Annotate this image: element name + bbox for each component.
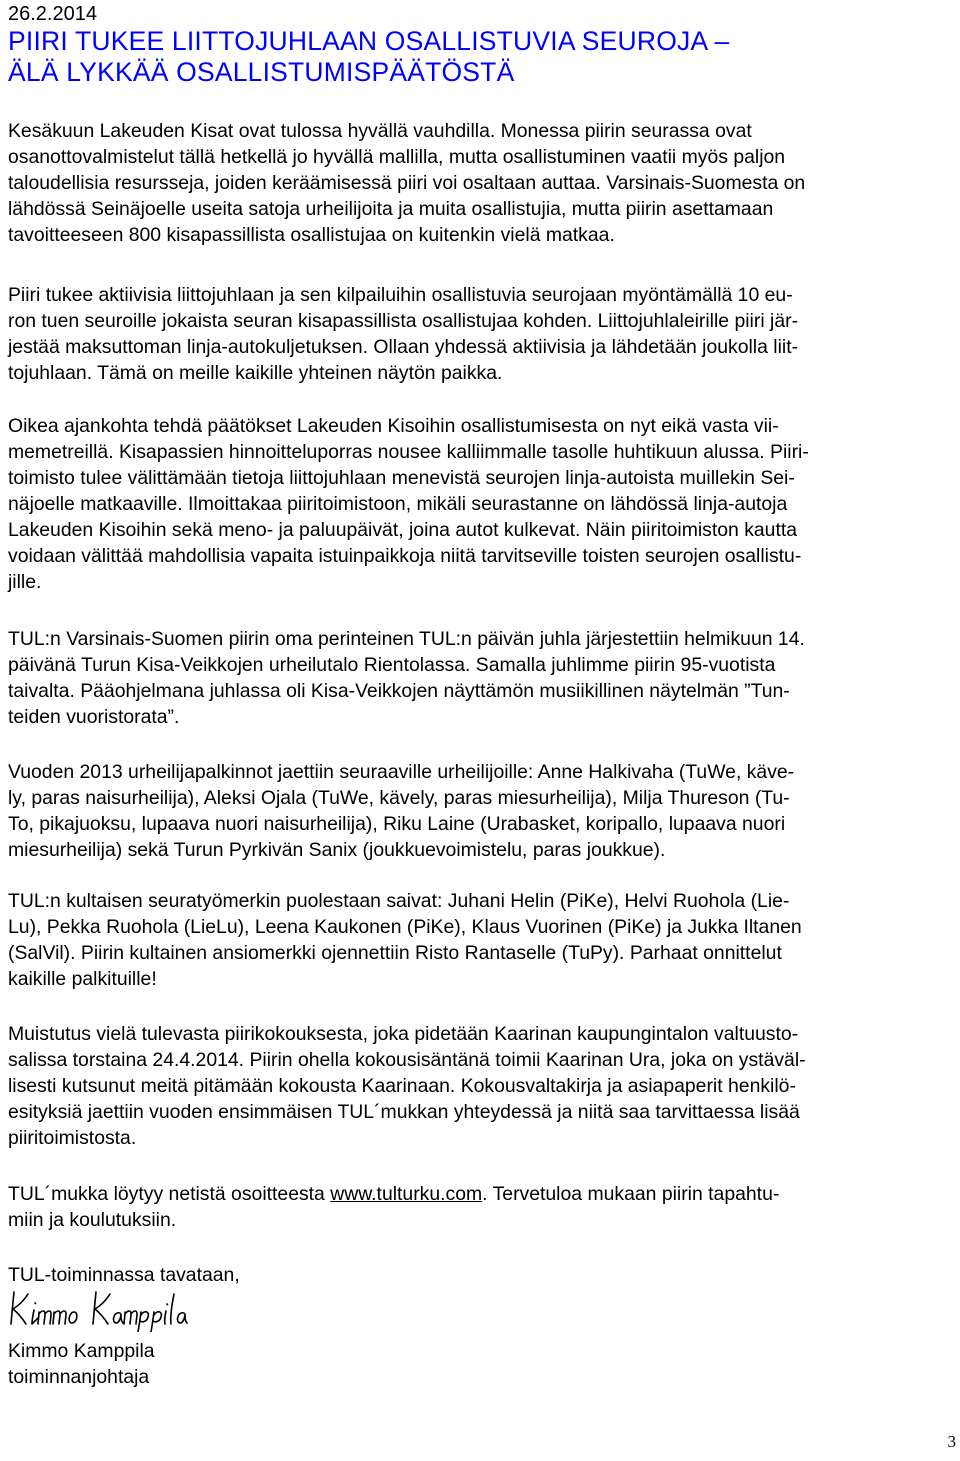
signer-name: Kimmo Kamppila: [8, 1340, 155, 1362]
text-line: tojuhlaan. Tämä on meille kaikille yhteinen näytön paikka.: [8, 362, 503, 384]
paragraph-urheilijapalkinnot: [8, 759, 953, 863]
text-line: TUL:n Varsinais-Suomen piirin oma perinteinen TUL:n päivän juhla järjestettiin helmikuun 14.: [8, 628, 805, 650]
text-line: [8, 1181, 953, 1207]
text-line: toimisto tulee välittämään tietoja liittojuhlaan menevistä seurojen linja-autoista muillekin Sei-: [8, 467, 795, 489]
text-line: Lakeuden Kisoihin sekä meno- ja paluupäivät, joina autot kulkevat. Näin piiritoimiston kautta: [8, 519, 798, 541]
text-line: näjoelle matkaaville. Ilmoittakaa piiritoimistoon, mikäli seurastanne on lähdössä linja-autoja: [8, 493, 788, 515]
text-segment: TUL´mukka löytyy netistä osoitteesta: [8, 1183, 331, 1205]
text-line: Oikea ajankohta tehdä päätökset Lakeuden Kisoihin osallistumisesta on nyt eikä vasta vii-: [8, 415, 779, 437]
website-link[interactable]: www.tulturku.com: [330, 1183, 483, 1205]
text-line: teiden vuoristorata”.: [8, 706, 180, 728]
text-line: piiritoimistosta.: [8, 1127, 137, 1149]
paragraph-seuratyomerkki: [8, 888, 953, 992]
text-line: voidaan välittää mahdollisia vapaita istuinpaikkoja niitä tarvitseville toisten seurojen osallistu-: [8, 545, 802, 567]
page-number: 3: [947, 1432, 956, 1451]
paragraph-lakeuden-kisat: [8, 118, 953, 248]
text-line: Lu), Pekka Ruohola (LieLu), Leena Kaukonen (PiKe), Klaus Vuorinen (PiKe) ja Jukka Iltanen: [8, 916, 802, 938]
paragraph-piiri-tukee: [8, 282, 953, 386]
text-line: Piiri tukee aktiivisia liittojuhlaan ja sen kilpailuihin osallistuvia seurojaan myöntämällä 10 eu-: [8, 284, 793, 306]
text-line: osanottovalmistelut tällä hetkellä jo hyvällä mallilla, mutta osallistuminen vaatii myös paljon: [8, 146, 786, 168]
paragraph-tul-paivan-juhla: [8, 626, 953, 730]
text-line: lähdössä Seinäjoelle useita satoja urheilijoita ja muita osallistujia, mutta piirin asettamaan: [8, 198, 774, 220]
text-line: taloudellisia resursseja, joiden keräämisessä piiri voi osaltaan auttaa. Varsinais-Suomesta on: [8, 172, 806, 194]
text-line: miesurheilija) sekä Turun Pyrkivän Sanix (joukkuevoimistelu, paras joukkue).: [8, 839, 666, 861]
text-line: memetreillä. Kisapassien hinnoitteluporras nousee kalliimmalle tasolle huhtikuun alussa. Piiri-: [8, 441, 809, 463]
text-line: jille.: [8, 571, 42, 593]
closing-greeting: TUL-toiminnassa tavataan,: [8, 1264, 240, 1286]
text-line: tavoitteeseen 800 kisapassillista osallistujaa on kuitenkin vielä matkaa.: [8, 224, 615, 246]
text-line: päivänä Turun Kisa-Veikkojen urheilutalo Rientolassa. Samalla juhlimme piirin 95-vuotista: [8, 654, 776, 676]
paragraph-oikea-ajankohta: [8, 413, 953, 595]
text-line: ron tuen seuroille jokaista seuran kisapassillista osallistujaa kohden. Liittojuhlaleirille piiri jär-: [8, 310, 799, 332]
text-line: Muistutus vielä tulevasta piirikokouksesta, joka pidetään Kaarinan kaupungintalon valtuusto-: [8, 1023, 799, 1045]
title-line: PIIRI TUKEE LIITTOJUHLAAN OSALLISTUVIA SEUROJA –: [8, 26, 730, 56]
text-line: TUL:n kultaisen seuratyömerkin puolestaan saivat: Juhani Helin (PiKe), Helvi Ruohola (Lie-: [8, 890, 790, 912]
text-line: miin ja koulutuksiin.: [8, 1209, 177, 1231]
text-line: taivalta. Pääohjelmana juhlassa oli Kisa-Veikkojen näyttämön musiikillinen näytelmän ”Tun-: [8, 680, 790, 702]
text-line: To, pikajuoksu, lupaava nuori naisurheilija), Riku Laine (Urabasket, koripallo, lupaava nuori: [8, 813, 786, 835]
signer-title: toiminnanjohtaja: [8, 1366, 150, 1388]
text-segment: . Tervetuloa mukaan piirin tapahtu-: [482, 1183, 780, 1205]
signature-image: [8, 1288, 208, 1332]
paragraph-piirikokous: [8, 1021, 953, 1151]
text-line: ly, paras naisurheilija), Aleksi Ojala (TuWe, kävely, paras miesurheilija), Milja Thureson (Tu-: [8, 787, 790, 809]
title-line: ÄLÄ LYKKÄÄ OSALLISTUMISPÄÄTÖSTÄ: [8, 57, 515, 87]
handwritten-signature: [8, 1288, 208, 1332]
text-line: esityksiä jaettiin vuoden ensimmäisen TUL´mukkan yhteydessä ja niitä saa tarvittaessa lisää: [8, 1101, 800, 1123]
text-line: jestää maksuttoman linja-autokuljetuksen. Ollaan yhdessä aktiivisia ja lähdetään joukolla liit-: [8, 336, 799, 358]
text-line: salissa torstaina 24.4.2014. Piirin ohella kokousisäntänä toimii Kaarinan Ura, joka on ystäväl-: [8, 1049, 806, 1071]
text-line: (SalVil). Piirin kultainen ansiomerkki ojennettiin Risto Rantaselle (TuPy). Parhaat onnittelut: [8, 942, 782, 964]
text-line: lisesti kutsunut meitä pitämään kokousta Kaarinaan. Kokousvaltakirja ja asiapaperit henkilö-: [8, 1075, 796, 1097]
page-title: [8, 26, 948, 88]
document-date: 26.2.2014: [8, 3, 97, 25]
text-line: Vuoden 2013 urheilijapalkinnot jaettiin seuraaville urheilijoille: Anne Halkivaha (TuWe, käve-: [8, 761, 795, 783]
paragraph-tul-mukka: [8, 1181, 953, 1233]
text-line: kaikille palkituille!: [8, 968, 157, 990]
text-line: Kesäkuun Lakeuden Kisat ovat tulossa hyvällä vauhdilla. Monessa piirin seurassa ovat: [8, 120, 752, 142]
